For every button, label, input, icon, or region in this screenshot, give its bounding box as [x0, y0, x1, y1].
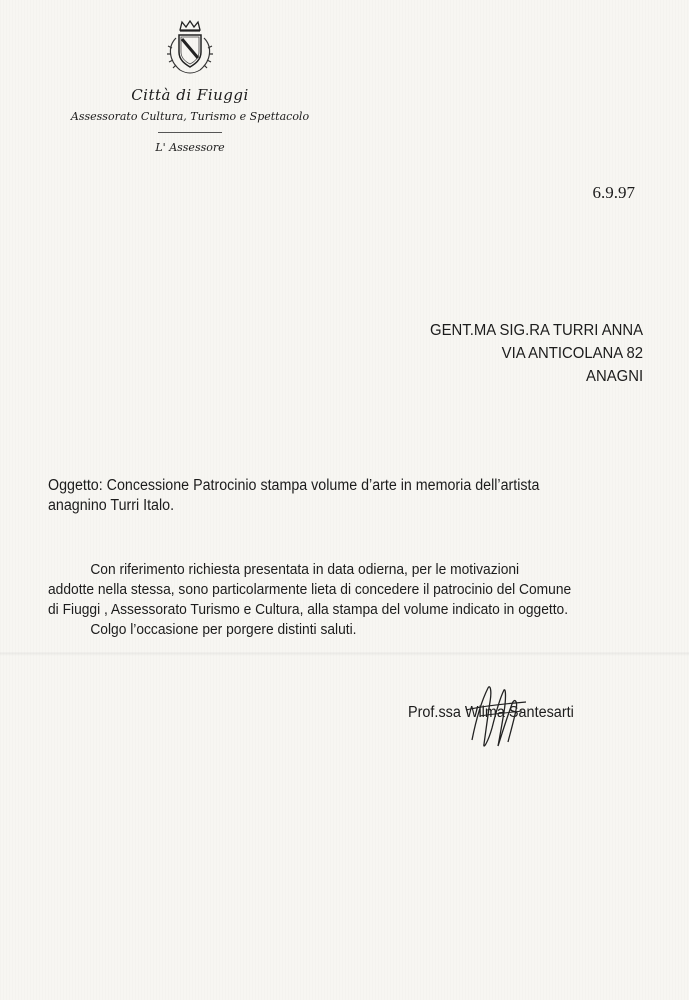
signatory-name: Prof.ssa Wilma Santesarti	[408, 704, 574, 721]
body-line: addotte nella stessa, sono particolarmente lieta di concedere il patrocinio del Comune	[48, 581, 572, 598]
body-line: Colgo l’occasione per porgere distinti saluti.	[90, 621, 357, 638]
recipient-street: VIA ANTICOLANA 82	[501, 345, 643, 362]
recipient-address	[430, 319, 643, 388]
divider	[158, 132, 222, 133]
letter-body	[48, 560, 637, 640]
department-name: Assessorato Cultura, Turismo e Spettacolo	[70, 110, 310, 123]
subject-line: Oggetto: Concessione Patrocinio stampa volume d’arte in memoria dell’artista	[48, 477, 540, 494]
city-name: Città di Fiuggi	[131, 86, 249, 104]
role-title: L' Assessore	[155, 141, 225, 154]
recipient-city: ANAGNI	[585, 368, 643, 385]
coat-of-arms-icon	[158, 18, 222, 80]
subject-block	[48, 476, 600, 516]
recipient-name: GENT.MA SIG.RA TURRI ANNA	[429, 322, 643, 339]
letterhead	[40, 18, 340, 154]
body-line: di Fiuggi , Assessorato Turismo e Cultura, alla stampa del volume indicato in oggetto.	[48, 601, 569, 618]
letter-date: 6.9.97	[592, 183, 635, 202]
body-line: Con riferimento richiesta presentata in data odierna, per le motivazioni	[90, 561, 520, 578]
handwritten-signature	[462, 680, 532, 760]
subject-line: anagnino Turri Italo.	[48, 497, 175, 514]
